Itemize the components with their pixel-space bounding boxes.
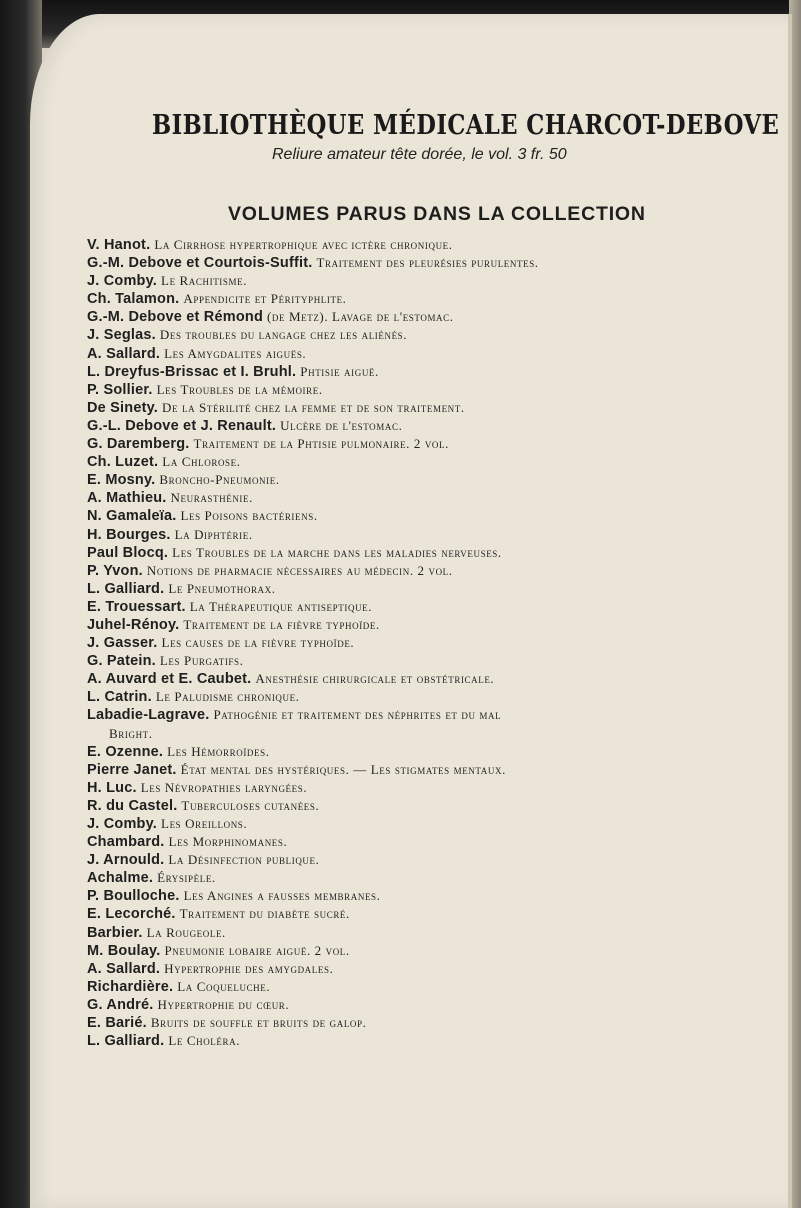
list-item bbox=[87, 507, 787, 525]
entry-author: J. Comby. bbox=[87, 816, 158, 832]
entry-title: De la Stérilité chez la femme et de son traitement. bbox=[162, 399, 465, 415]
entry-author: Paul Blocq. bbox=[87, 544, 169, 561]
list-item bbox=[87, 363, 787, 381]
volume-list bbox=[87, 236, 787, 1050]
list-item bbox=[87, 688, 787, 706]
list-item bbox=[87, 345, 787, 363]
list-item bbox=[87, 652, 787, 670]
list-item bbox=[87, 471, 787, 489]
list-item bbox=[87, 1014, 787, 1032]
entry-author: E. Lecorché. bbox=[87, 906, 176, 923]
entry-author: G.-M. Debove et Courtois-Suffit. bbox=[87, 255, 313, 272]
list-item bbox=[87, 435, 787, 453]
entry-title: Les Amygdalites aiguës. bbox=[164, 345, 307, 361]
entry-author: Achalme. bbox=[87, 870, 154, 887]
entry-author: Barbier. bbox=[87, 924, 143, 941]
entry-author: Ch. Luzet. bbox=[87, 454, 159, 471]
entry-title: Les Hémorroïdes. bbox=[167, 743, 270, 759]
entry-title: La Thérapeutique antiseptique. bbox=[189, 598, 373, 614]
list-item bbox=[87, 1032, 787, 1050]
list-item bbox=[87, 797, 787, 815]
entry-author: E. Ozenne. bbox=[87, 743, 164, 760]
entry-author: Ch. Talamon. bbox=[87, 291, 180, 308]
list-item bbox=[87, 924, 787, 942]
entry-author: G. Patein. bbox=[87, 653, 156, 670]
entry-author: Richardière. bbox=[87, 978, 174, 995]
section-heading: VOLUMES PARUS DANS LA COLLECTION bbox=[228, 203, 646, 225]
entry-author: V. Hanot. bbox=[87, 237, 151, 253]
entry-author: Juhel-Rénoy. bbox=[87, 616, 180, 633]
entry-title: Bruits de souffle et bruits de galop. bbox=[150, 1015, 367, 1031]
list-item bbox=[87, 417, 787, 435]
entry-title: Broncho-Pneumonie. bbox=[159, 472, 280, 488]
entry-author: G.-L. Debove et J. Renault. bbox=[87, 417, 277, 434]
entry-title: Le Choléra. bbox=[168, 1033, 241, 1049]
list-item bbox=[87, 272, 787, 290]
entry-author: R. du Castel. bbox=[87, 797, 178, 814]
list-item bbox=[87, 236, 787, 254]
entry-author: H. Bourges. bbox=[87, 526, 171, 543]
list-item bbox=[87, 616, 787, 634]
entry-title: La Cirrhose hypertrophique avec ictère chronique. bbox=[154, 237, 453, 252]
entry-title: Les Névropathies laryngées. bbox=[140, 779, 308, 795]
entry-title: Traitement de la Phtisie pulmonaire. 2 vol. bbox=[193, 436, 449, 452]
entry-title: Traitement du diabète sucré. bbox=[179, 906, 350, 922]
entry-title: Les Troubles de la marche dans les maladies nerveuses. bbox=[172, 544, 502, 560]
page-title: BIBLIOTHÈQUE MÉDICALE CHARCOT-DEBOVE bbox=[152, 110, 780, 141]
entry-author: P. Sollier. bbox=[87, 381, 153, 398]
list-item bbox=[87, 851, 787, 869]
entry-title: Les Troubles de la mémoire. bbox=[156, 381, 323, 397]
entry-author: M. Boulay. bbox=[87, 942, 161, 959]
entry-title: Ulcère de l'estomac. bbox=[280, 417, 403, 433]
entry-title: Phtisie aiguë. bbox=[300, 363, 379, 379]
list-item-continuation bbox=[87, 725, 787, 743]
entry-title: Le Paludisme chronique. bbox=[155, 689, 300, 705]
list-item bbox=[87, 815, 787, 833]
entry-author: De Sinety. bbox=[87, 399, 159, 416]
entry-title: Les Purgatifs. bbox=[159, 653, 244, 669]
entry-author: Labadie-Lagrave. bbox=[87, 707, 210, 724]
entry-author: J. Arnould. bbox=[87, 852, 165, 869]
entry-title: Les Poisons bactériens. bbox=[180, 508, 318, 524]
list-item bbox=[87, 869, 787, 887]
list-item bbox=[87, 670, 787, 688]
entry-title: Des troubles du langage chez les aliénés. bbox=[159, 327, 408, 343]
list-item bbox=[87, 381, 787, 399]
entry-author: L. Catrin. bbox=[87, 689, 152, 706]
binding-price-note: Reliure amateur tête dorée, le vol. 3 fr. 50 bbox=[272, 146, 567, 163]
entry-author: P. Boulloche. bbox=[87, 888, 180, 905]
entry-author: E. Mosny. bbox=[87, 472, 156, 489]
entry-author: E. Barié. bbox=[87, 1015, 147, 1032]
list-item bbox=[87, 743, 787, 761]
entry-author: A. Sallard. bbox=[87, 960, 161, 977]
entry-title: Neurasthénie. bbox=[170, 490, 253, 506]
entry-title: Érysipèle. bbox=[157, 870, 216, 886]
entry-title: Anesthésie chirurgicale et obstétricale. bbox=[255, 671, 495, 687]
entry-author: Pierre Janet. bbox=[87, 761, 177, 778]
list-item bbox=[87, 706, 787, 724]
entry-title: Les causes de la fièvre typhoïde. bbox=[161, 635, 355, 651]
entry-title: (de Metz). Lavage de l'estomac. bbox=[267, 309, 454, 325]
list-item bbox=[87, 761, 787, 779]
entry-title: Les Morphinomanes. bbox=[168, 834, 288, 850]
entry-title: Notions de pharmacie nécessaires au médecin. 2 vol. bbox=[146, 562, 453, 578]
entry-title: La Rougeole. bbox=[146, 924, 226, 940]
list-item bbox=[87, 634, 787, 652]
entry-title: Hypertrophie du cœur. bbox=[157, 996, 290, 1012]
entry-author: G. Daremberg. bbox=[87, 436, 190, 453]
entry-title: Le Pneumothorax. bbox=[168, 580, 276, 596]
entry-author: H. Luc. bbox=[87, 779, 137, 796]
list-item bbox=[87, 562, 787, 580]
entry-title: La Chlorose. bbox=[162, 454, 241, 470]
list-item bbox=[87, 290, 787, 308]
entry-author: N. Gamaleïa. bbox=[87, 508, 177, 525]
entry-title: La Diphtérie. bbox=[174, 526, 253, 542]
entry-author: Chambard. bbox=[87, 834, 165, 851]
entry-author: J. Gasser. bbox=[87, 635, 158, 652]
list-item bbox=[87, 978, 787, 996]
entry-title: Hypertrophie des amygdales. bbox=[164, 960, 334, 976]
entry-author: J. Comby. bbox=[87, 273, 158, 290]
list-item bbox=[87, 887, 787, 905]
entry-title: Bright. bbox=[109, 725, 153, 741]
list-item bbox=[87, 308, 787, 326]
list-item bbox=[87, 580, 787, 598]
entry-author: G. André. bbox=[87, 996, 154, 1013]
list-item bbox=[87, 326, 787, 344]
entry-title: Tuberculoses cutanées. bbox=[181, 797, 320, 813]
list-item bbox=[87, 489, 787, 507]
list-item bbox=[87, 399, 787, 417]
entry-author: L. Galliard. bbox=[87, 580, 165, 597]
list-item bbox=[87, 598, 787, 616]
entry-author: A. Auvard et E. Caubet. bbox=[87, 671, 252, 688]
entry-author: E. Trouessart. bbox=[87, 598, 186, 615]
list-item bbox=[87, 905, 787, 923]
entry-title: Pathogénie et traitement des néphrites et du mal bbox=[213, 707, 502, 723]
entry-title: Les Oreillons. bbox=[161, 816, 248, 831]
list-item bbox=[87, 254, 787, 272]
list-item bbox=[87, 960, 787, 978]
entry-author: A. Mathieu. bbox=[87, 490, 167, 507]
entry-author: G.-M. Debove et Rémond bbox=[87, 309, 263, 326]
entry-author: P. Yvon. bbox=[87, 562, 143, 579]
entry-title: Les Angines a fausses membranes. bbox=[183, 888, 381, 904]
entry-author: J. Seglas. bbox=[87, 327, 156, 344]
entry-title: Pneumonie lobaire aiguë. 2 vol. bbox=[164, 942, 350, 958]
entry-title: La Coqueluche. bbox=[177, 978, 271, 994]
entry-author: A. Sallard. bbox=[87, 345, 161, 362]
entry-author: L. Dreyfus-Brissac et I. Bruhl. bbox=[87, 363, 297, 380]
list-item bbox=[87, 779, 787, 797]
list-item bbox=[87, 996, 787, 1014]
list-item bbox=[87, 544, 787, 562]
list-item bbox=[87, 942, 787, 960]
entry-title: État mental des hystériques. — Les stigmates mentaux. bbox=[180, 761, 506, 777]
list-item bbox=[87, 833, 787, 851]
entry-title: Le Rachitisme. bbox=[161, 273, 248, 289]
entry-title: Traitement des pleurésies purulentes. bbox=[316, 255, 539, 271]
entry-title: La Désinfection publique. bbox=[168, 852, 320, 868]
entry-author: L. Galliard. bbox=[87, 1033, 165, 1050]
entry-title: Traitement de la fièvre typhoïde. bbox=[183, 616, 380, 632]
entry-title: Appendicite et Pérityphlite. bbox=[183, 291, 347, 307]
list-item bbox=[87, 453, 787, 471]
list-item bbox=[87, 526, 787, 544]
